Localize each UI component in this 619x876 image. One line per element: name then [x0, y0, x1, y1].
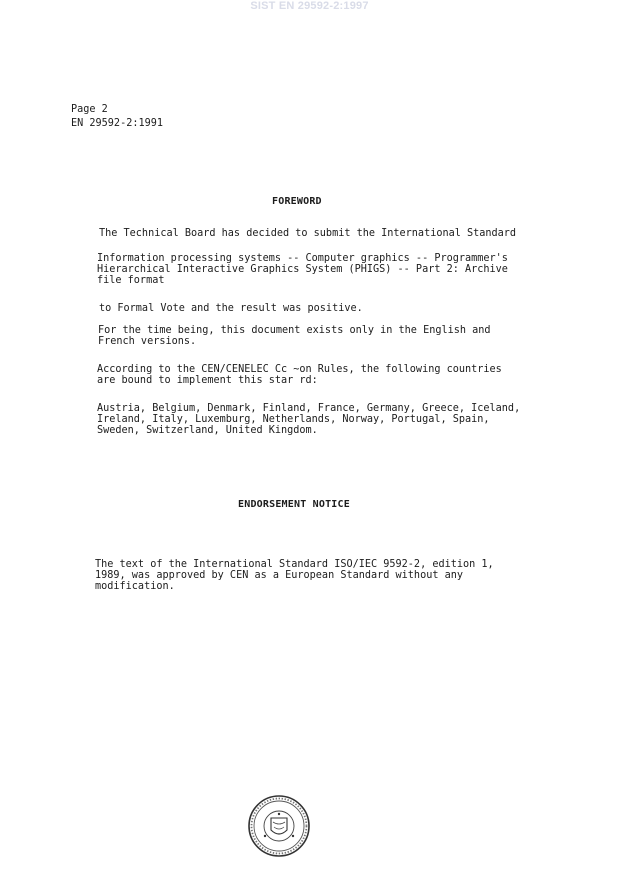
foreword-title-line-1: Information processing systems -- Computer graphics -- Programmer's [97, 253, 508, 264]
countries-line-2: Ireland, Italy, Luxemburg, Netherlands, Norway, Portugal, Spain, [97, 414, 490, 425]
countries-line-3: Sweden, Switzerland, United Kingdom. [97, 425, 318, 436]
endorsement-heading: ENDORSEMENT NOTICE [238, 499, 350, 510]
foreword-title-line-2: Hierarchical Interactive Graphics System (PHIGS) -- Part 2: Archive [97, 264, 508, 275]
endorsement-line-3: modification. [95, 581, 175, 592]
foreword-heading: FOREWORD [272, 196, 322, 207]
endorsement-line-1: The text of the International Standard ISO/IEC 9592-2, edition 1, [95, 559, 494, 570]
foreword-paragraph-4-line-1: For the time being, this document exists only in the English and [98, 325, 491, 336]
watermark: SIST EN 29592-2:1997 [250, 0, 369, 12]
foreword-paragraph-3: to Formal Vote and the result was positive. [99, 303, 363, 314]
document-number: EN 29592-2:1991 [71, 118, 164, 129]
countries-line-1: Austria, Belgium, Denmark, Finland, France, Germany, Greece, Iceland, [97, 403, 521, 414]
foreword-paragraph-5-line-2: are bound to implement this star rd: [97, 375, 318, 386]
foreword-paragraph-1: The Technical Board has decided to submit the International Standard [99, 228, 517, 239]
foreword-title-line-3: file format [97, 275, 165, 286]
foreword-paragraph-5-line-1: According to the CEN/CENELEC Cc ~on Rules, the following countries [97, 364, 502, 375]
page-number: Page 2 [71, 104, 108, 115]
official-seal-icon [247, 794, 311, 858]
foreword-paragraph-4-line-2: French versions. [98, 336, 197, 347]
endorsement-line-2: 1989, was approved by CEN as a European Standard without any [95, 570, 464, 581]
